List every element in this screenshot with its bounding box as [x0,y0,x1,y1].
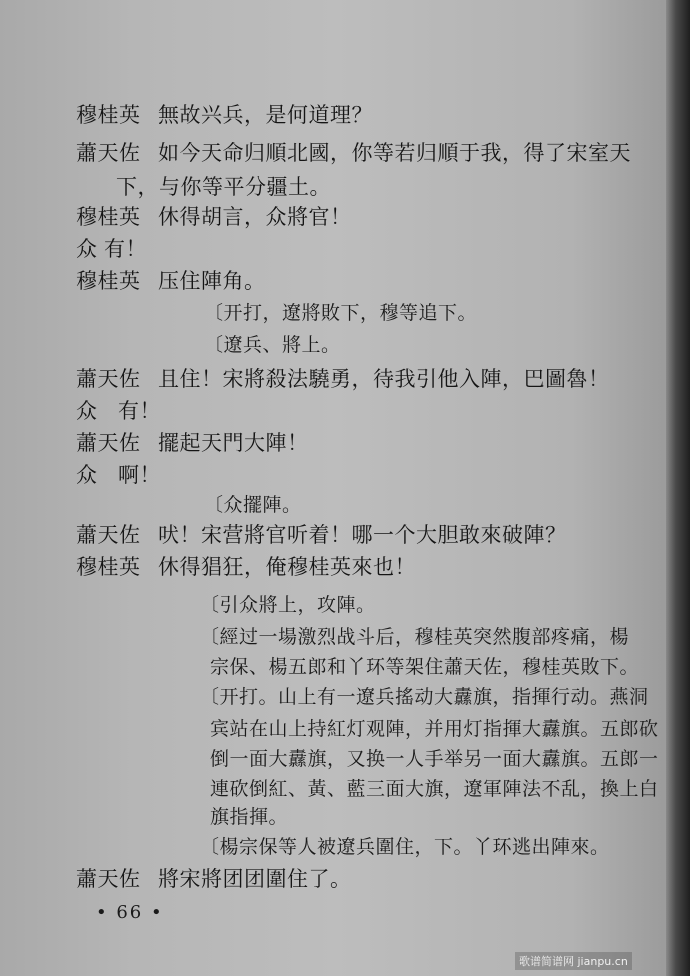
direction-text: 〔开打，遼將敗下，穆等追下。 [204,302,478,324]
direction-text: 宾站在山上持紅灯观陣，并用灯指揮大纛旗。五郎砍 [210,718,659,740]
folio-dot: • [151,902,164,923]
dialogue-text: 有！ [104,237,147,261]
page-number-text: 66 [116,902,144,923]
speaker-name: 蕭天佐 [76,523,141,547]
dialogue-text: 压住陣角。 [158,269,266,293]
direction-text: 〔众擺陣。 [204,494,302,516]
watermark: 歌谱简谱网 jianpu.cn [515,952,632,970]
speaker-name: 穆桂英 [76,103,141,127]
speaker-name: 穆桂英 [76,269,141,293]
dialogue-text: 且住！宋將殺法驍勇，待我引他入陣，巴圖魯！ [158,367,610,391]
dialogue-text: 啊！ [118,463,161,487]
direction-text: 〔遼兵、將上。 [204,334,341,356]
dialogue-text: 休得胡言，众將官！ [158,205,352,229]
dialogue-text: 擺起天門大陣！ [158,431,309,455]
direction-text: 〔开打。山上有一遼兵搖动大纛旗，指揮行动。燕洞 [200,686,649,708]
speaker-name: 众 [76,463,98,487]
dialogue-text: 吠！宋营將官听着！哪一个大胆敢來破陣？ [158,523,567,547]
dialogue-text: 如今天命归順北國，你等若归順于我，得了宋室天 [158,141,631,165]
page-edge-shadow [666,0,690,976]
speaker-name: 众 [76,399,98,423]
page-number [96,902,164,923]
direction-text: 〔引众將上，攻陣。 [200,594,376,616]
dialogue-text: 休得猖狂，俺穆桂英來也！ [158,555,416,579]
speaker-name: 众 [76,237,98,261]
speaker-name: 蕭天佐 [76,367,141,391]
direction-text: 連砍倒紅、黃、藍三面大旗，遼軍陣法不乱，換上白 [210,778,659,800]
speaker-name: 蕭天佐 [76,431,141,455]
dialogue-text: 有！ [118,399,161,423]
direction-text: 倒一面大纛旗，又换一人手举另一面大纛旗。五郎一 [210,748,659,770]
speaker-name: 穆桂英 [76,205,141,229]
direction-text: 〔楊宗保等人被遼兵圍住，下。丫环逃出陣來。 [200,836,610,858]
direction-text: 宗保、楊五郎和丫环等架住蕭天佐，穆桂英敗下。 [210,656,640,678]
dialogue-text: 將宋將团团圍住了。 [158,867,352,891]
continuation-text: 下，与你等平分疆土。 [116,175,331,199]
speaker-name: 蕭天佐 [76,141,141,165]
folio-dot: • [96,902,109,923]
speaker-name: 蕭天佐 [76,867,141,891]
dialogue-text: 無故兴兵，是何道理？ [158,103,373,127]
speaker-name: 穆桂英 [76,555,141,579]
direction-text: 〔經过一場激烈战斗后，穆桂英突然腹部疼痛，楊 [200,626,630,648]
direction-text: 旗指揮。 [210,806,289,828]
